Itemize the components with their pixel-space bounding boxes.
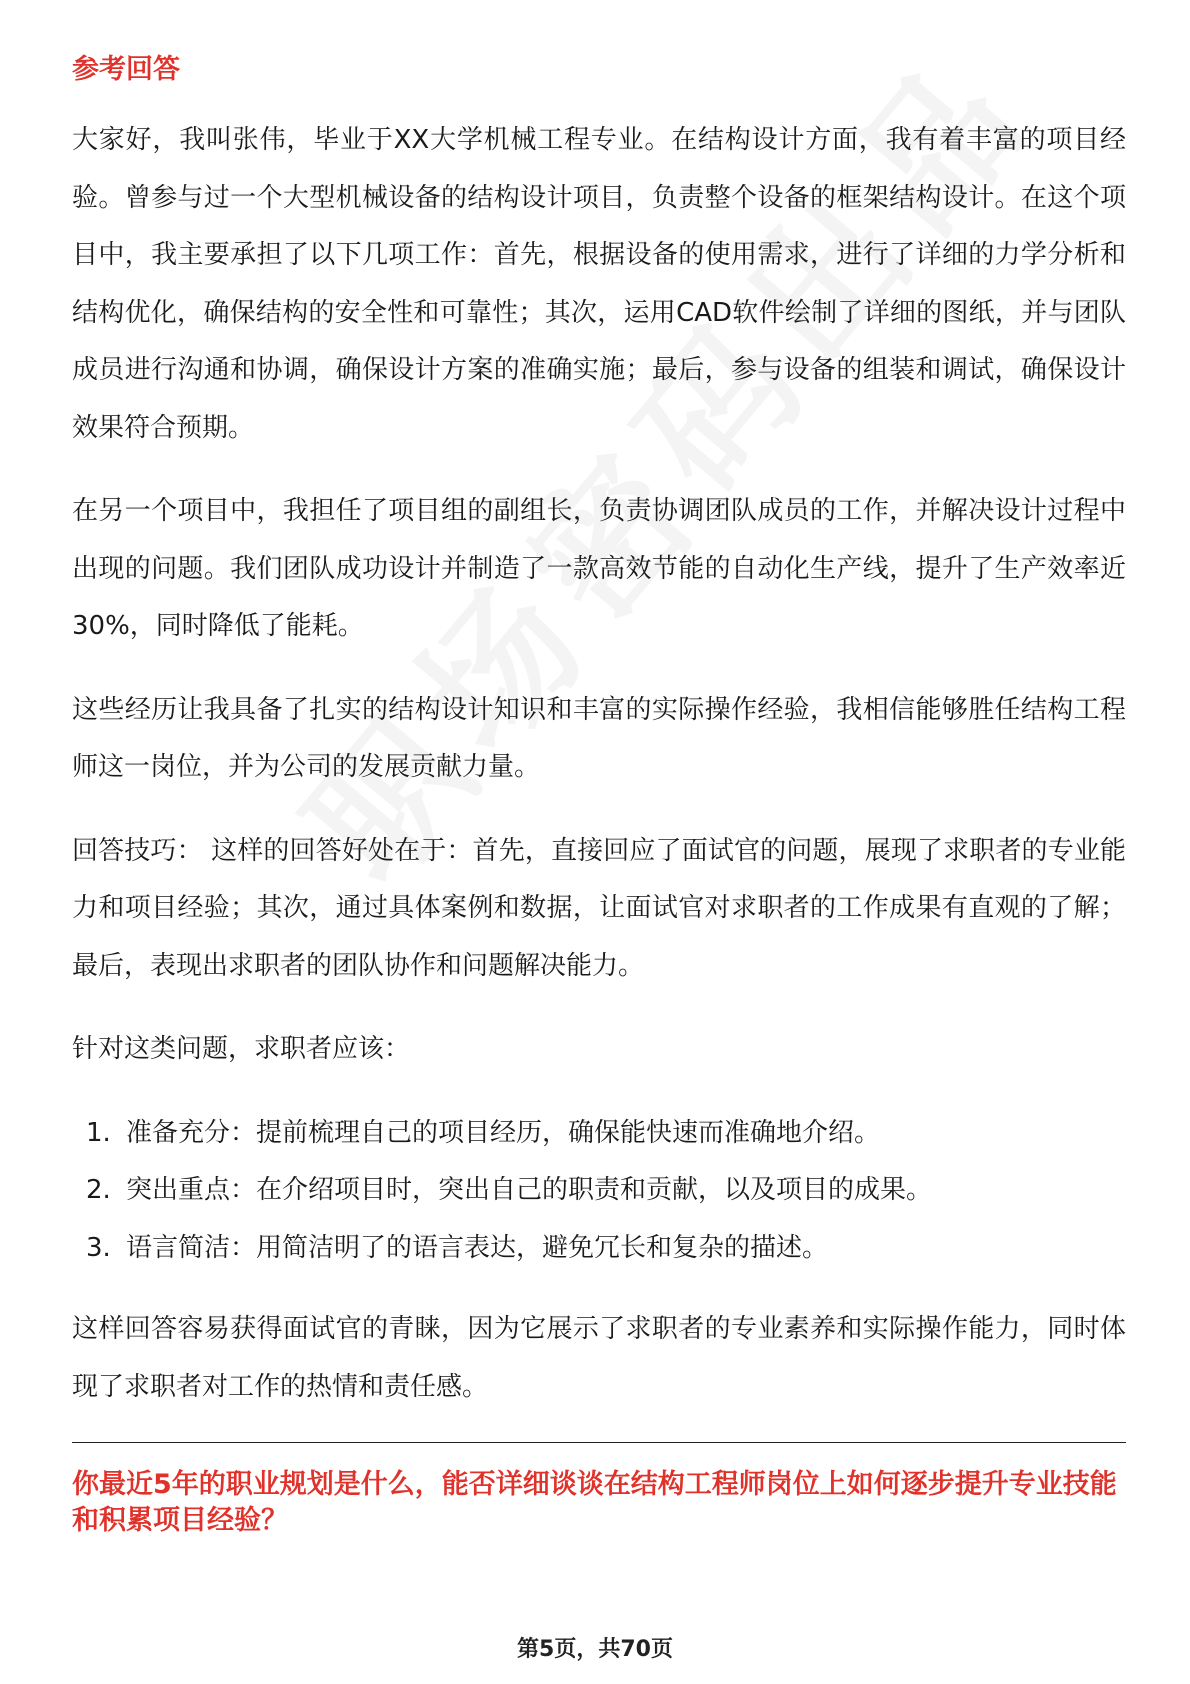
advice-list [72, 1105, 1126, 1278]
section-heading: 参考回答 [72, 54, 180, 85]
list-item [72, 1105, 1126, 1163]
paragraph-project: 在另一个项目中，我担任了项目组的副组长，负责协调团队成员的工作，并解决设计过程中出现的问题。我们团队成功设计并制造了一款高效节能的自动化生产线，提升了生产效率近30%，同时降低了能耗。 [72, 496, 1126, 641]
next-question: 你最近5年的职业规划是什么，能否详细谈谈在结构工程师岗位上如何逐步提升专业技能和积累项目经验？ [72, 1469, 1117, 1536]
list-item [72, 1162, 1126, 1220]
paragraph-advice-intro: 针对这类问题，求职者应该： [72, 1034, 411, 1064]
list-text: 准备充分：提前梳理自己的项目经历，确保能快速而准确地介绍。 [126, 1117, 881, 1148]
paragraph-closing: 这样回答容易获得面试官的青睐，因为它展示了求职者的专业素养和实际操作能力，同时体现了求职者对工作的热情和责任感。 [72, 1314, 1126, 1402]
document-page [72, 48, 1126, 1539]
list-number: 2. [86, 1175, 111, 1205]
paragraph-tips: 回答技巧： 这样的回答好处在于：首先，直接回应了面试官的问题，展现了求职者的专业能力和项目经验；其次，通过具体案例和数据，让面试官对求职者的工作成果有直观的了解；最后，表现出求职者的团队协作和问题解决能力。 [72, 835, 1126, 981]
page-number: 第5页，共70页 [517, 1637, 673, 1662]
list-text: 语言简洁：用简洁明了的语言表达，避免冗长和复杂的描述。 [126, 1232, 829, 1263]
divider [72, 1442, 1126, 1443]
list-number: 1. [86, 1117, 111, 1148]
list-item [72, 1220, 1126, 1278]
list-text: 突出重点：在介绍项目时，突出自己的职责和贡献，以及项目的成果。 [126, 1175, 933, 1205]
paragraph-intro: 大家好，我叫张伟，毕业于XX大学机械工程专业。在结构设计方面，我有着丰富的项目经验。曾参与过一个大型机械设备的结构设计项目，负责整个设备的框架结构设计。在这个项目中，我主要承担了以下几项工作：首先，根据设备的使用需求，进行了详细的力学分析和结构优化，确保结构的安全性和可靠性；其次，运用CAD软件绘制了详细的图纸，并与团队成员进行沟通和协调，确保设计方案的准确实施；最后，参与设备的组装和调试，确保设计效果符合预期。 [72, 125, 1126, 443]
paragraph-summary: 这些经历让我具备了扎实的结构设计知识和丰富的实际操作经验，我相信能够胜任结构工程师这一岗位，并为公司的发展贡献力量。 [72, 694, 1126, 782]
list-number: 3. [86, 1232, 111, 1263]
